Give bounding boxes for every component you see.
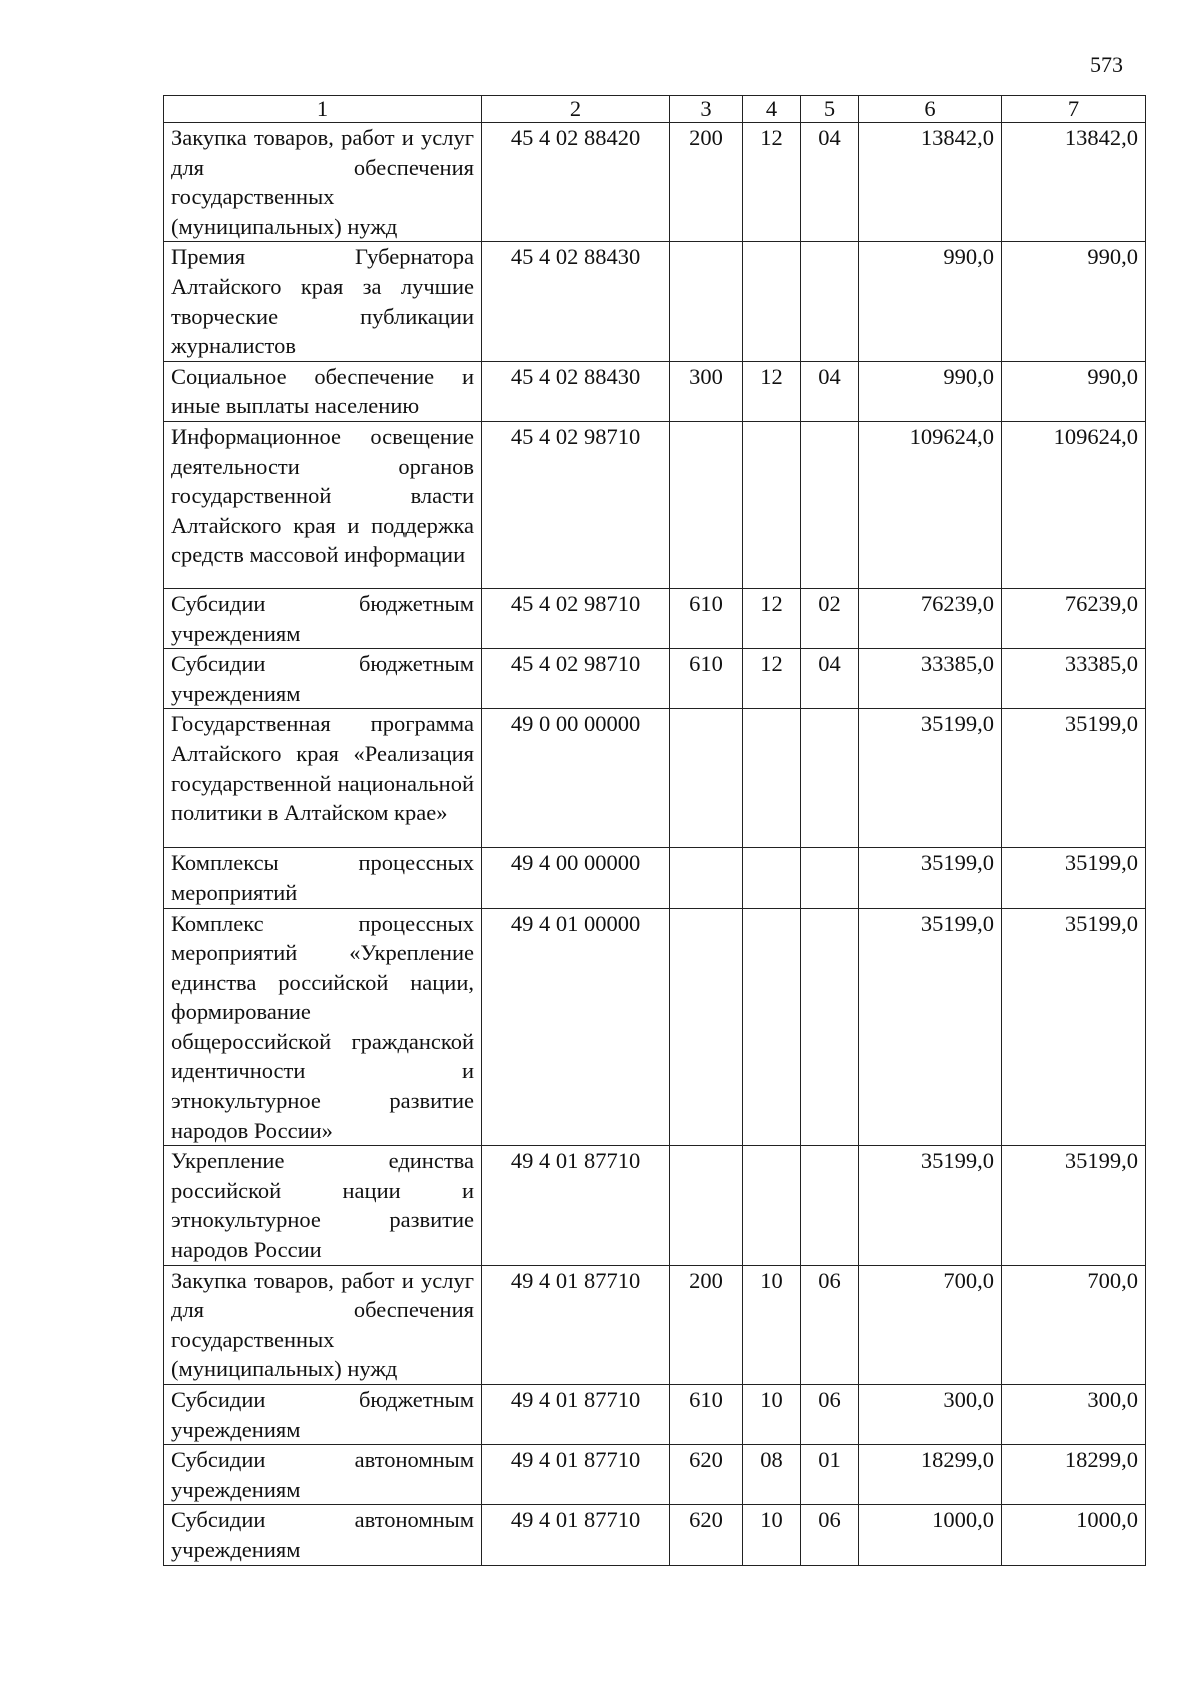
cell-col3: 200 xyxy=(670,1265,743,1384)
cell-col4: 12 xyxy=(743,361,801,421)
cell-col5: 04 xyxy=(801,649,859,709)
table-header-row xyxy=(164,96,1146,123)
cell-value-col6: 35199,0 xyxy=(859,908,1002,1146)
cell-value-col6: 109624,0 xyxy=(859,421,1002,588)
table-row xyxy=(164,848,1146,908)
cell-value-col6: 1000,0 xyxy=(859,1505,1002,1565)
table-row xyxy=(164,1265,1146,1384)
cell-col4: 10 xyxy=(743,1265,801,1384)
cell-col3 xyxy=(670,421,743,588)
cell-col3 xyxy=(670,848,743,908)
cell-value-col7: 300,0 xyxy=(1002,1385,1146,1445)
table-row xyxy=(164,588,1146,648)
cell-value-col6: 35199,0 xyxy=(859,709,1002,848)
cell-value-col7: 13842,0 xyxy=(1002,123,1146,242)
cell-value-col6: 18299,0 xyxy=(859,1445,1002,1505)
cell-col3 xyxy=(670,709,743,848)
column-header: 4 xyxy=(743,96,801,123)
cell-name: Государственная программа Алтайского края «Реализация государственной национальной политики в Алтайском крае» xyxy=(164,709,482,848)
budget-table xyxy=(163,95,1146,1566)
column-header: 6 xyxy=(859,96,1002,123)
cell-value-col7: 700,0 xyxy=(1002,1265,1146,1384)
cell-col3: 610 xyxy=(670,649,743,709)
cell-value-col6: 990,0 xyxy=(859,361,1002,421)
cell-code: 45 4 02 98710 xyxy=(482,649,670,709)
cell-name: Премия Губернатора Алтайского края за лучшие творческие публикации журналистов xyxy=(164,242,482,361)
cell-value-col7: 1000,0 xyxy=(1002,1505,1146,1565)
cell-code: 49 4 01 87710 xyxy=(482,1265,670,1384)
cell-value-col7: 35199,0 xyxy=(1002,848,1146,908)
cell-col5 xyxy=(801,421,859,588)
table-row xyxy=(164,1146,1146,1265)
table-row xyxy=(164,1445,1146,1505)
cell-col3: 610 xyxy=(670,1385,743,1445)
cell-code: 49 4 01 00000 xyxy=(482,908,670,1146)
cell-name: Социальное обеспечение и иные выплаты населению xyxy=(164,361,482,421)
table-row xyxy=(164,908,1146,1146)
cell-col4: 12 xyxy=(743,588,801,648)
cell-value-col6: 35199,0 xyxy=(859,848,1002,908)
cell-value-col7: 35199,0 xyxy=(1002,1146,1146,1265)
cell-name: Комплекс процессных мероприятий «Укрепление единства российской нации, формирование общероссийской гражданской идентичности и этнокультурное развитие народов России» xyxy=(164,908,482,1146)
cell-col4 xyxy=(743,908,801,1146)
cell-col4: 12 xyxy=(743,649,801,709)
cell-value-col6: 300,0 xyxy=(859,1385,1002,1445)
cell-col4: 10 xyxy=(743,1505,801,1565)
cell-value-col7: 990,0 xyxy=(1002,361,1146,421)
cell-code: 45 4 02 88430 xyxy=(482,242,670,361)
cell-col3: 610 xyxy=(670,588,743,648)
cell-col5 xyxy=(801,1146,859,1265)
cell-code: 45 4 02 98710 xyxy=(482,421,670,588)
table-row xyxy=(164,421,1146,588)
column-header: 1 xyxy=(164,96,482,123)
cell-col5: 02 xyxy=(801,588,859,648)
cell-col4 xyxy=(743,709,801,848)
cell-name: Субсидии бюджетным учреждениям xyxy=(164,588,482,648)
cell-name: Укрепление единства российской нации и этнокультурное развитие народов России xyxy=(164,1146,482,1265)
cell-col3 xyxy=(670,242,743,361)
cell-col5 xyxy=(801,848,859,908)
cell-col4: 12 xyxy=(743,123,801,242)
cell-value-col6: 700,0 xyxy=(859,1265,1002,1384)
cell-col4 xyxy=(743,1146,801,1265)
cell-name: Субсидии бюджетным учреждениям xyxy=(164,649,482,709)
table-row xyxy=(164,649,1146,709)
cell-code: 45 4 02 98710 xyxy=(482,588,670,648)
cell-code: 45 4 02 88430 xyxy=(482,361,670,421)
cell-name: Субсидии автономным учреждениям xyxy=(164,1505,482,1565)
cell-code: 49 4 01 87710 xyxy=(482,1385,670,1445)
cell-name: Субсидии бюджетным учреждениям xyxy=(164,1385,482,1445)
cell-code: 45 4 02 88420 xyxy=(482,123,670,242)
cell-code: 49 0 00 00000 xyxy=(482,709,670,848)
cell-value-col7: 35199,0 xyxy=(1002,908,1146,1146)
table-row xyxy=(164,242,1146,361)
cell-col3: 200 xyxy=(670,123,743,242)
cell-name: Комплексы процессных мероприятий xyxy=(164,848,482,908)
cell-col4: 10 xyxy=(743,1385,801,1445)
cell-name: Информационное освещение деятельности органов государственной власти Алтайского края и поддержка средств массовой информации xyxy=(164,421,482,588)
cell-value-col7: 33385,0 xyxy=(1002,649,1146,709)
cell-col4: 08 xyxy=(743,1445,801,1505)
cell-value-col6: 13842,0 xyxy=(859,123,1002,242)
column-header: 2 xyxy=(482,96,670,123)
cell-name: Субсидии автономным учреждениям xyxy=(164,1445,482,1505)
cell-value-col7: 76239,0 xyxy=(1002,588,1146,648)
cell-value-col6: 990,0 xyxy=(859,242,1002,361)
column-header: 7 xyxy=(1002,96,1146,123)
cell-code: 49 4 00 00000 xyxy=(482,848,670,908)
table-row xyxy=(164,709,1146,848)
cell-col5: 01 xyxy=(801,1445,859,1505)
table-row xyxy=(164,123,1146,242)
table-row xyxy=(164,361,1146,421)
cell-value-col7: 35199,0 xyxy=(1002,709,1146,848)
cell-value-col7: 990,0 xyxy=(1002,242,1146,361)
table-row xyxy=(164,1505,1146,1565)
page-number: 573 xyxy=(1090,52,1123,77)
cell-value-col6: 35199,0 xyxy=(859,1146,1002,1265)
table-body xyxy=(164,123,1146,1566)
cell-value-col6: 76239,0 xyxy=(859,588,1002,648)
cell-code: 49 4 01 87710 xyxy=(482,1505,670,1565)
cell-value-col6: 33385,0 xyxy=(859,649,1002,709)
cell-code: 49 4 01 87710 xyxy=(482,1445,670,1505)
cell-col3: 620 xyxy=(670,1505,743,1565)
column-header: 5 xyxy=(801,96,859,123)
column-header: 3 xyxy=(670,96,743,123)
cell-col3: 300 xyxy=(670,361,743,421)
cell-value-col7: 18299,0 xyxy=(1002,1445,1146,1505)
cell-name: Закупка товаров, работ и услуг для обеспечения государственных (муниципальных) нужд xyxy=(164,1265,482,1384)
cell-col3 xyxy=(670,1146,743,1265)
cell-code: 49 4 01 87710 xyxy=(482,1146,670,1265)
cell-col5 xyxy=(801,242,859,361)
cell-col4 xyxy=(743,242,801,361)
cell-col3: 620 xyxy=(670,1445,743,1505)
cell-col3 xyxy=(670,908,743,1146)
cell-col5: 04 xyxy=(801,123,859,242)
cell-col5: 06 xyxy=(801,1265,859,1384)
cell-value-col7: 109624,0 xyxy=(1002,421,1146,588)
cell-col5: 04 xyxy=(801,361,859,421)
cell-col5 xyxy=(801,908,859,1146)
cell-col5: 06 xyxy=(801,1505,859,1565)
table-row xyxy=(164,1385,1146,1445)
cell-col4 xyxy=(743,421,801,588)
cell-col5 xyxy=(801,709,859,848)
cell-col5: 06 xyxy=(801,1385,859,1445)
cell-name: Закупка товаров, работ и услуг для обеспечения государственных (муниципальных) нужд xyxy=(164,123,482,242)
cell-col4 xyxy=(743,848,801,908)
